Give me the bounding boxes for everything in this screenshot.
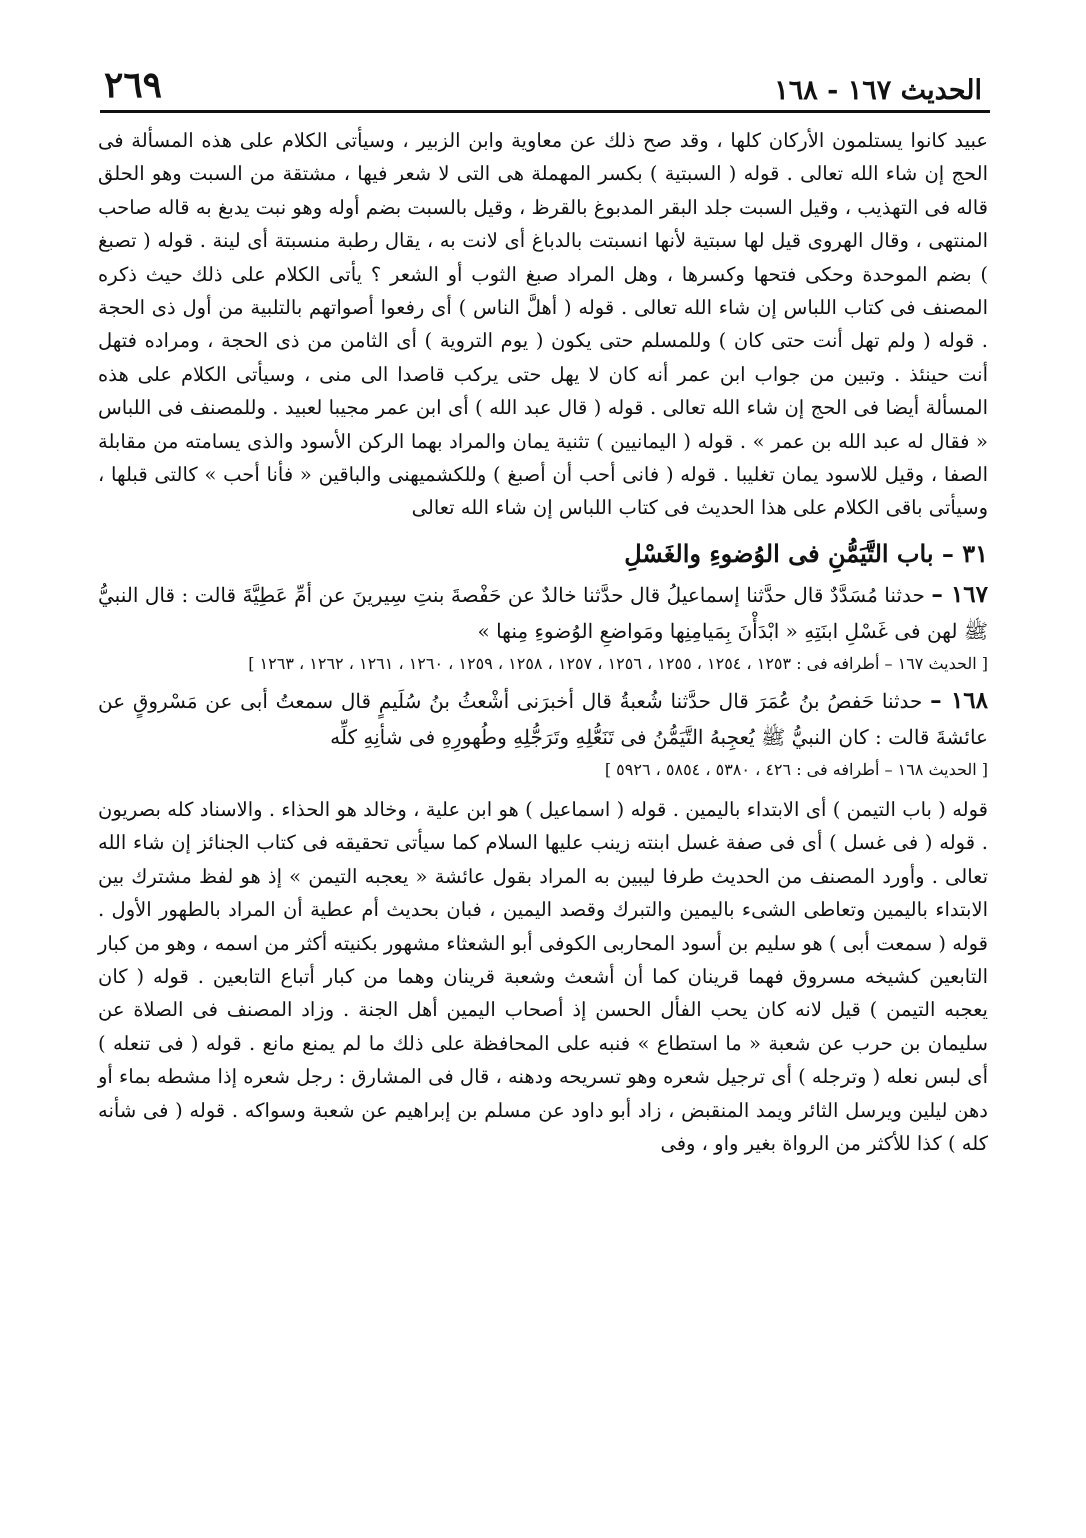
header-divider xyxy=(100,110,990,113)
hadith-number: ١٦٨ – xyxy=(930,686,989,714)
hadith-text: حدثنا مُسَدَّدٌ قال حدَّثنا إسماعيلُ قال حدَّثنا خالدٌ عن حَفْصةَ بنتِ سِيرينَ عن أمِّ عَطِيَّةَ قالت : قال النبيُّ ﷺ لهن فى غَسْلِ ابنَتِهِ « ابْدَأْنَ بِمَيامِنِها ومَواضعِ الوُضوءِ مِنها » xyxy=(98,582,988,643)
hadith-text: حدثنا حَفصُ بنُ عُمَرَ قال حدَّثنا شُعبةُ قال أخبرَنى أشْعثُ بنُ سُلَيمٍ قال سمعتُ أبى عن مَسْروقٍ عن عائشةَ قالت : كان النبيُّ ﷺ يُعجِبهُ التَّيَمُّنُ فى تَنَعُّلِهِ وتَرَجُّلِهِ وطُهورِهِ فى شأنِهِ كلِّه xyxy=(98,688,988,749)
page-number: ٢٦٩ xyxy=(104,64,163,106)
hadith-168-cross-references: [ الحديث ١٦٨ – أطرافه فى : ٤٢٦ ، ٥٣٨٠ ، ٥٨٥٤ ، ٥٩٢٦ ] xyxy=(604,759,988,779)
hadith-167 xyxy=(98,577,988,649)
intro-commentary: عبيد كانوا يستلمون الأركان كلها ، وقد صح ذلك عن معاوية وابن الزبير ، وسيأتى الكلام على هذه المسألة فى الحج إن شاء الله تعالى . قوله ( السبتية ) بكسر المهملة هى التى لا شعر فيها ، مشتقة من السبت وهو الحلق قاله فى التهذيب ، وقيل السبت جلد البقر المدبوغ بالقرظ ، وقيل بالسبت بضم أوله وهو نبت يدبغ به قاله صاحب المنتهى ، وقال الهروى قيل لها سبتية لأنها انسبتت بالدباغ أى لانت به ، يقال رطبة منسبتة أى لينة . قوله ( تصبغ ) بضم الموحدة وحكى فتحها وكسرها ، وهل المراد صبغ الثوب أو الشعر ؟ يأتى الكلام على ذلك حيث ذكره المصنف فى كتاب اللباس إن شاء الله تعالى . قوله ( أهلَّ الناس ) أى رفعوا أصواتهم بالتلبية من أول ذى الحجة . قوله ( ولم تهل أنت حتى كان ) وللمسلم حتى يكون ( يوم التروية ) أى الثامن من ذى الحجة ، ومراده فتهل أنت حينئذ . وتبين من جواب ابن عمر أنه كان لا يهل حتى يركب قاصدا الى منى ، وسيأتى الكلام على هذه المسألة أيضا فى الحج إن شاء الله تعالى . قوله ( قال عبد الله ) أى ابن عمر مجيبا لعبيد . وللمصنف فى اللباس « فقال له عبد الله بن عمر » . قوله ( اليمانيين ) تثنية يمان والمراد بهما الركن الأسود والذى يسامته من مقابلة الصفا ، وقيل للاسود يمان تغليبا . قوله ( فانى أحب أن أصبغ ) وللكشميهنى والباقين « فأنا أحب » كالتى قبلها ، وسيأتى باقى الكلام على هذا الحديث فى كتاب اللباس إن شاء الله تعالى xyxy=(98,129,988,520)
page-header xyxy=(104,62,982,106)
hadith-168 xyxy=(98,683,988,755)
chapter-heading: ٣١ – باب التَّيَمُّنِ فى الوُضوءِ والغَسْلِ xyxy=(624,538,988,568)
running-title: الحديث ١٦٧ - ١٦٨ xyxy=(774,75,982,106)
main-commentary: قوله ( باب التيمن ) أى الابتداء باليمين . قوله ( اسماعيل ) هو ابن علية ، وخالد هو الحذاء . والاسناد كله بصريون . قوله ( فى غسل ) أى فى صفة غسل ابنته زينب عليها السلام كما سيأتى تحقيقه فى كتاب الجنائز إن شاء الله تعالى . وأورد المصنف من الحديث طرفا ليبين به المراد بقول عائشة « يعجبه التيمن » إذ هو لفظ مشترك بين الابتداء باليمين وتعاطى الشىء باليمين والتبرك وقصد اليمين ، فبان بحديث أم عطية أن المراد بالطهور الأول . قوله ( سمعت أبى ) هو سليم بن أسود المحاربى الكوفى أبو الشعثاء مشهور بكنيته أكثر من اسمه ، وهو من كبار التابعين كشيخه مسروق فهما قرينان كما أن أشعث وشعبة قرينان وهما من كبار أتباع التابعين . قوله ( كان يعجبه التيمن ) قيل لانه كان يحب الفأل الحسن إذ أصحاب اليمين أهل الجنة . وزاد المصنف فى الصلاة عن سليمان بن حرب عن شعبة « ما استطاع » فنبه على المحافظة على ذلك ما لم يمنع مانع . قوله ( فى تنعله ) أى لبس نعله ( وترجله ) أى ترجيل شعره وهو تسريحه ودهنه ، قال فى المشارق : رجل شعره إذا مشطه بماء أو دهن ليلين ويرسل الثائر ويمد المنقبض ، زاد أبو داود عن مسلم بن إبراهيم عن شعبة وسواكه . قوله ( فى شأنه كله ) كذا للأكثر من الرواة بغير واو ، وفى xyxy=(98,797,988,1155)
page-body xyxy=(98,124,988,1160)
hadith-167-cross-references: [ الحديث ١٦٧ – أطرافه فى : ١٢٥٣ ، ١٢٥٤ ، ١٢٥٥ ، ١٢٥٦ ، ١٢٥٧ ، ١٢٥٨ ، ١٢٥٩ ، ١٢٦٠ ، ١٢٦١ ، ١٢٦٢ ، ١٢٦٣ ] xyxy=(248,653,988,673)
hadith-number: ١٦٧ – xyxy=(931,580,988,608)
